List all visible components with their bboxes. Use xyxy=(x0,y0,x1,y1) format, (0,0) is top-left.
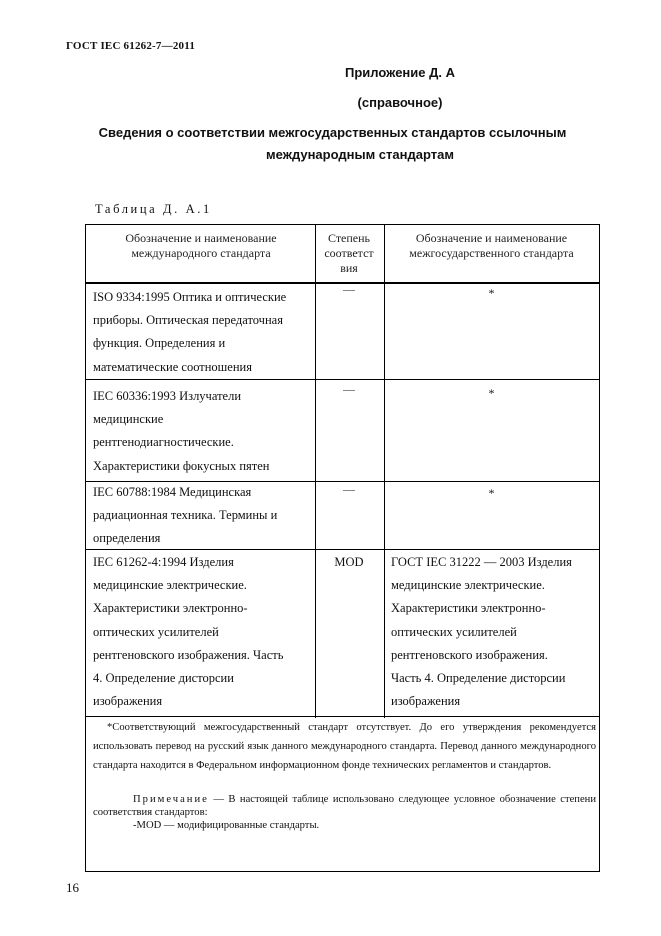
table-row-2-national: * xyxy=(488,386,495,400)
table-label: Таблица Д. А.1 xyxy=(95,202,212,216)
table-row-3-degree: — xyxy=(343,482,355,496)
table-row-4-national: ГОСТ IEC 31222 — 2003 Изделия медицинские электрические. Характеристики электронно- оптических усилителей рентгеновского изображения. Часть 4. Определение дисторсии изображения xyxy=(391,555,572,709)
table-row-1-national: * xyxy=(488,286,495,300)
note-text: — В настоящей таблице использовано следующее условное обозначение степени соответствия стандартов: xyxy=(93,794,596,818)
row-divider xyxy=(85,716,600,717)
page-number: 16 xyxy=(66,880,79,895)
row-divider xyxy=(85,379,600,380)
table-row-2-international: IEC 60336:1993 Излучатели медицинские рентгенодиагностические. Характеристики фокусных пятен xyxy=(93,389,270,473)
column-header-degree: Степень соответст вия xyxy=(324,231,374,275)
table-row-4-degree: MOD xyxy=(334,555,364,569)
table-row-3-international: IEC 60788:1984 Медицинская радиационная техника. Термины и определения xyxy=(93,485,278,546)
column-header-international: Обозначение и наименование международного стандарта xyxy=(125,231,277,260)
table-row-2-degree: — xyxy=(343,382,355,396)
appendix-heading-line-1: Сведения о соответствии межгосударственных стандартов ссылочным xyxy=(98,125,567,140)
appendix-title: Приложение Д. А xyxy=(345,65,455,80)
appendix-subtitle: (справочное) xyxy=(357,95,443,110)
table-row-3-national: * xyxy=(488,486,495,500)
table-row-1-international: ISO 9334:1995 Оптика и оптические приборы. Оптическая передаточная функция. Определения и математические соотношения xyxy=(93,290,287,374)
column-divider xyxy=(315,225,316,718)
note-item: -MOD — модифицированные стандарты. xyxy=(133,820,320,831)
document-code: ГОСТ IEC 61262-7—2011 xyxy=(66,40,196,52)
note-label: Примечание xyxy=(133,794,209,805)
column-header-national: Обозначение и наименование межгосударственного стандарта xyxy=(409,231,574,260)
table-row-1-degree: — xyxy=(343,282,355,296)
table-row-4-international: IEC 61262-4:1994 Изделия медицинские электрические. Характеристики электронно- оптических усилителей рентгеновского изображения. Часть 4. Определение дисторсии изображения xyxy=(93,555,284,709)
table-note xyxy=(93,794,596,819)
appendix-heading-line-2: международным стандартам xyxy=(266,147,454,162)
table-footnote: *Соответствующий межгосударственный стандарт отсутствует. До его утверждения рекомендуется использовать перевод на русский язык данного международного стандарта. Перевод данного международного стандарта находится в Федеральном информационном фонде технических регламентов и стандартов. xyxy=(93,722,596,771)
